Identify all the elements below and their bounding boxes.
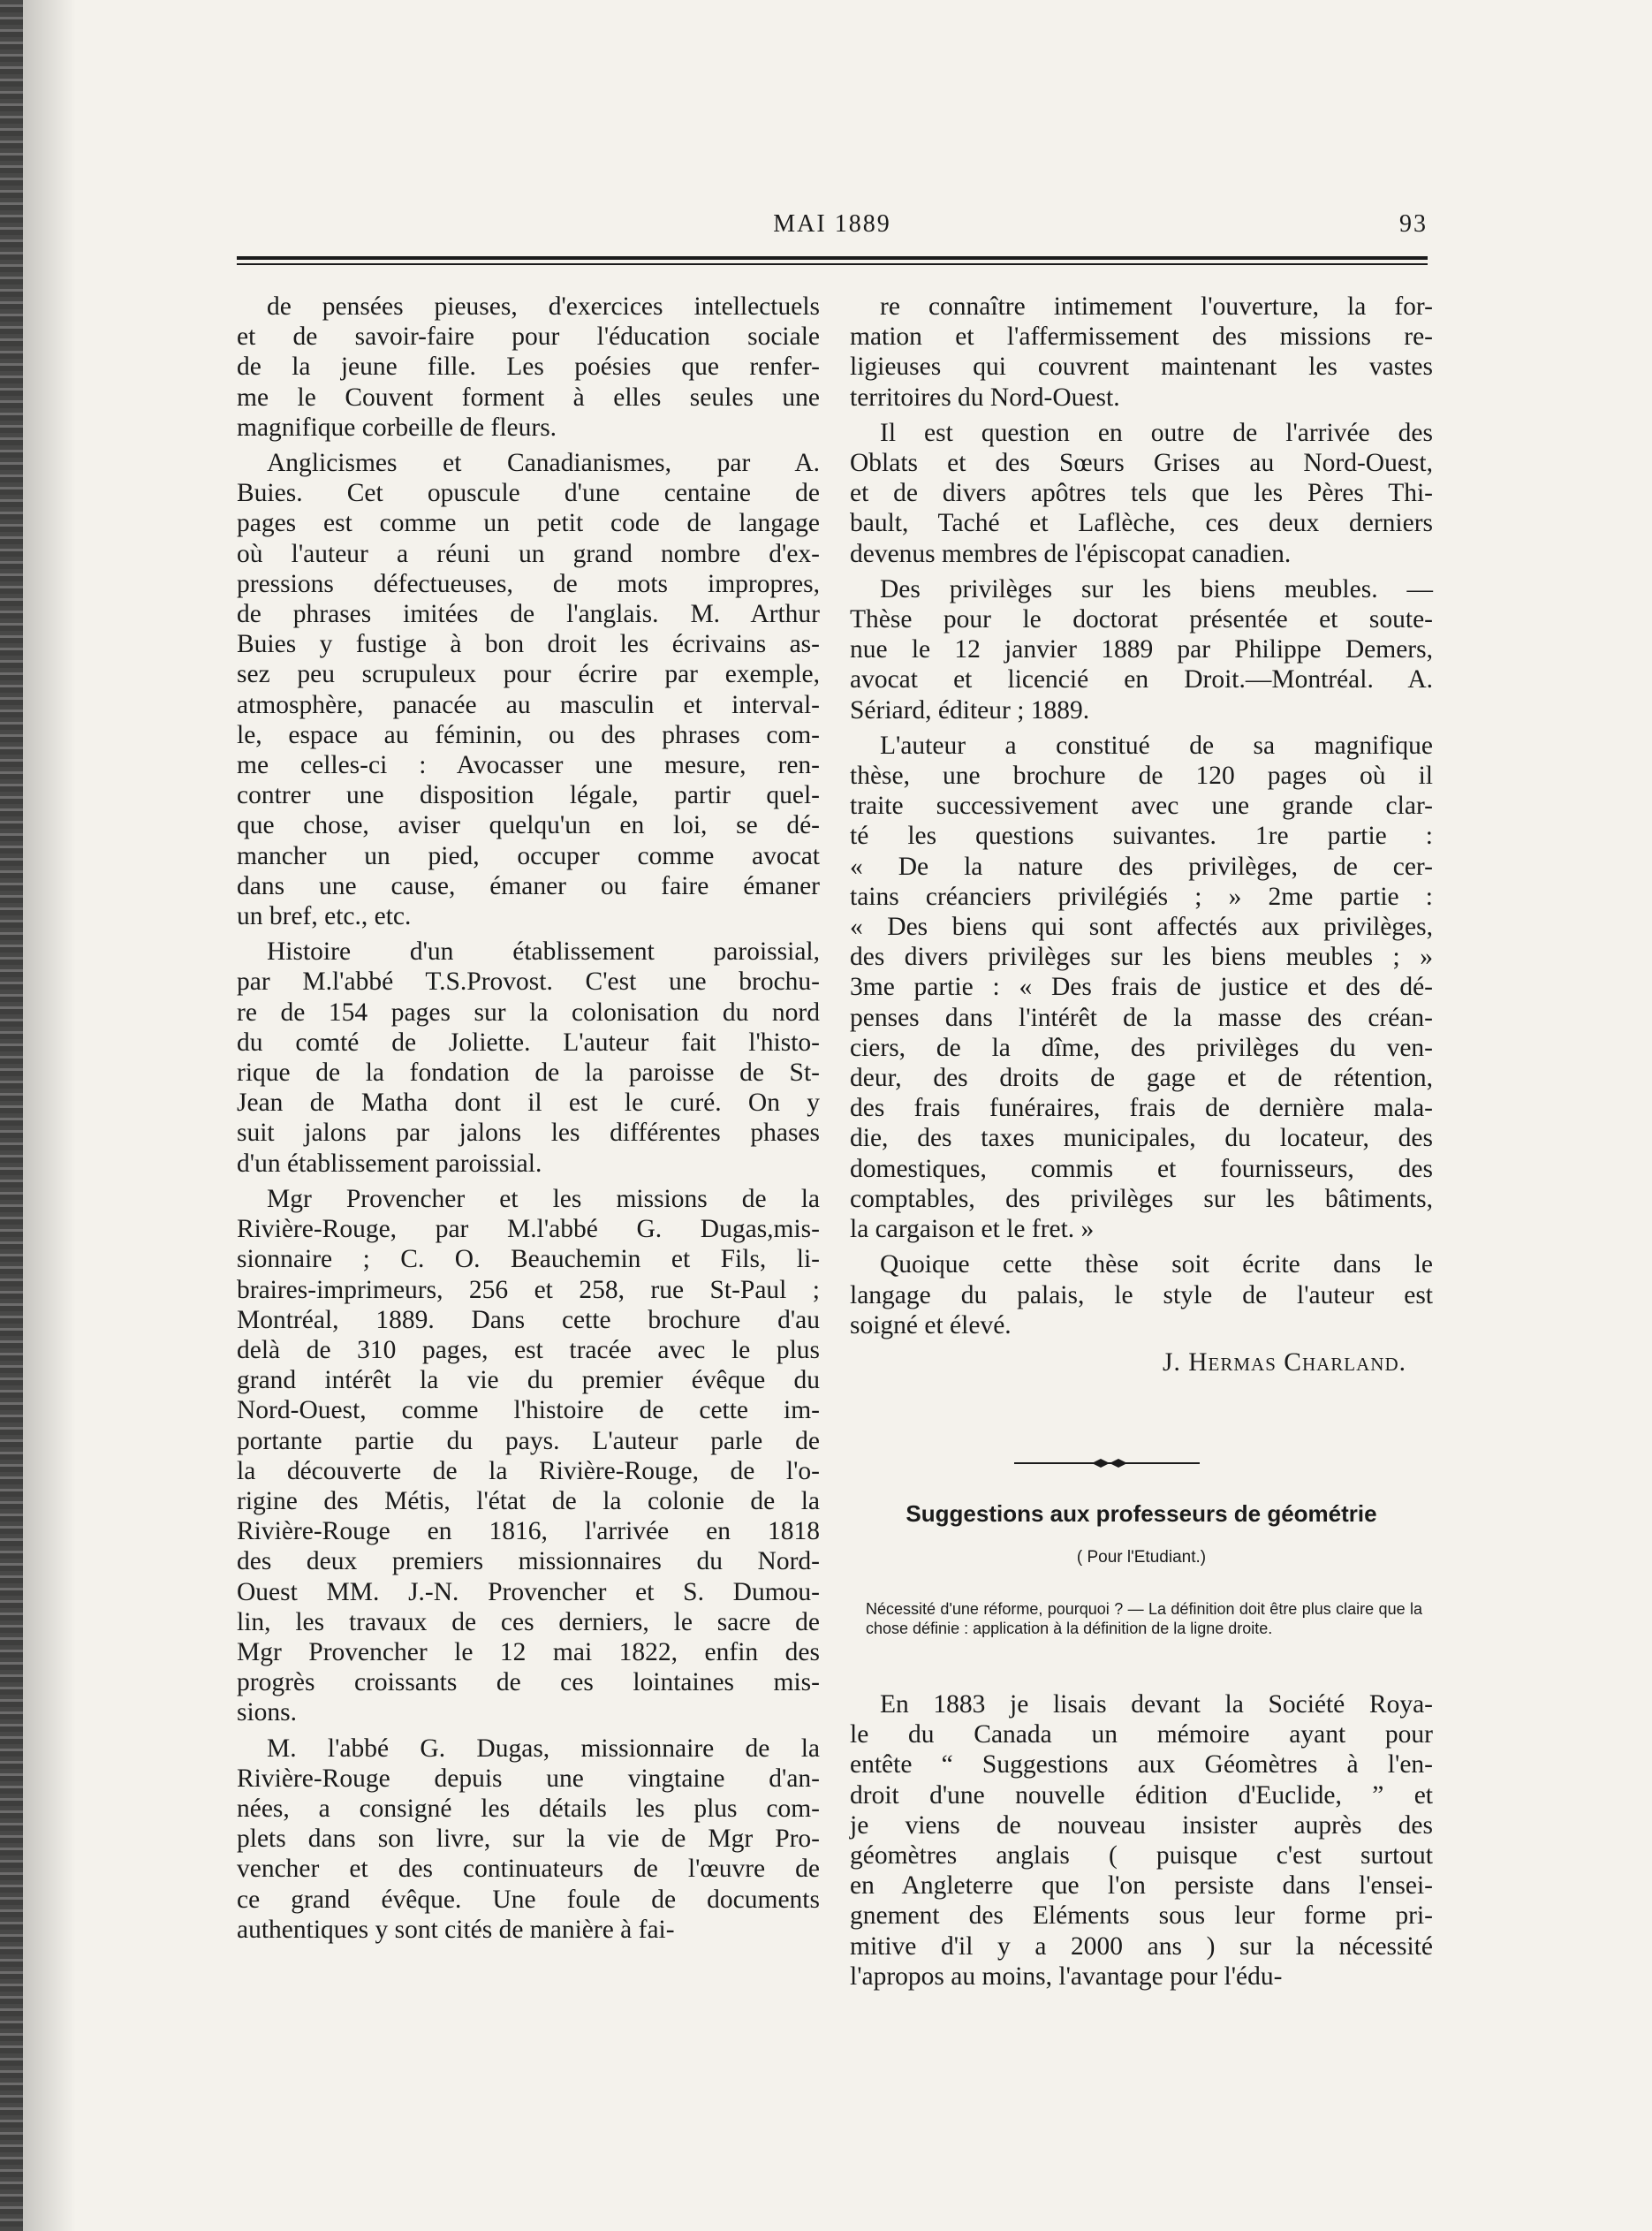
text-line: me le Couvent forment à elles seules une (237, 383, 820, 412)
book-binding-edge (0, 0, 23, 2231)
text-line: Anglicismes et Canadianismes, par A. (267, 449, 820, 478)
text-line: un bref, etc., etc. (237, 902, 412, 931)
text-line: authentiques y sont cités de manière à fai- (237, 1915, 675, 1944)
text-line: comptables, des privilèges sur les bâtiments, (850, 1184, 1433, 1213)
text-line: traite successivement avec une grande clar- (850, 792, 1433, 821)
section-body (850, 1689, 1433, 1997)
text-line: lin, les travaux de ces derniers, le sacre de (237, 1607, 820, 1636)
text-line: nue le 12 janvier 1889 par Philippe Demers, (850, 635, 1433, 664)
text-line: entête “ Suggestions aux Géomètres à l'en- (850, 1750, 1433, 1779)
text-line: mitive d'il y a 2000 ans ) sur la nécessité (850, 1931, 1433, 1961)
text-line: plets dans son livre, sur la vie de Mgr Pro- (237, 1825, 820, 1854)
text-line: rique de la fondation de la paroisse de St- (237, 1059, 820, 1088)
author-signature: J. Hermas Charland. (1163, 1347, 1406, 1377)
text-line: mation et l'affermissement des missions re- (850, 323, 1433, 352)
text-line: tains créanciers privilégiés ; » 2me partie : (850, 882, 1433, 911)
text-line: domestiques, commis et fournisseurs, des (850, 1154, 1433, 1183)
text-line: de la jeune fille. Les poésies que renfer- (237, 353, 820, 382)
text-line: Il est question en outre de l'arrivée des (880, 418, 1433, 447)
text-line: delà de 310 pages, est tracée avec le plus (237, 1335, 820, 1364)
text-line: sionnaire ; C. O. Beauchemin et Fils, li- (237, 1245, 820, 1274)
text-line: Thèse pour le doctorat présentée et soute- (850, 605, 1433, 634)
text-line: la cargaison et le fret. » (850, 1215, 1095, 1244)
ornament-divider (1014, 1456, 1200, 1470)
paragraph (850, 574, 1433, 725)
text-line: Rivière-Rouge depuis une vingtaine d'an- (237, 1764, 820, 1793)
text-line: progrès croissants de ces lointaines mis- (237, 1668, 820, 1697)
text-line: Rivière-Rouge en 1816, l'arrivée en 1818 (237, 1517, 820, 1546)
text-line: Nord-Ouest, comme l'histoire de cette im- (237, 1396, 820, 1425)
text-line: re connaître intimement l'ouverture, la for- (880, 292, 1433, 321)
text-line: territoires du Nord-Ouest. (850, 383, 1120, 412)
text-line: contrer une disposition légale, partir quel- (237, 781, 820, 810)
section-subtitle: ( Pour l'Etudiant.) (1076, 1548, 1207, 1567)
text-line: où l'auteur a réuni un grand nombre d'ex- (237, 539, 820, 568)
text-line: soigné et élevé. (850, 1310, 1012, 1339)
text-line: le, espace au féminin, ou des phrases com- (237, 720, 820, 749)
text-line: ligieuses qui couvrent maintenant les vastes (850, 353, 1433, 382)
text-line: langage du palais, le style de l'auteur est (850, 1280, 1433, 1309)
text-line: Buies. Cet opuscule d'une centaine de (237, 479, 820, 508)
text-line: pressions défectueuses, de mots impropres, (237, 569, 820, 598)
text-line: rigine des Métis, l'état de la colonie de la (237, 1486, 820, 1515)
text-line: géomètres anglais ( puisque c'est surtout (850, 1841, 1433, 1871)
text-line: Des privilèges sur les biens meubles. — (880, 574, 1433, 603)
text-line: des deux premiers missionnaires du Nord- (237, 1547, 820, 1576)
text-line: M. l'abbé G. Dugas, missionnaire de la (267, 1734, 820, 1763)
text-line: ciers, de la dîme, des privilèges du ven- (850, 1033, 1433, 1062)
text-line: dans une cause, émaner ou faire émaner (237, 871, 820, 900)
text-line: Mgr Provencher le 12 mai 1822, enfin des (237, 1637, 820, 1666)
text-line: L'auteur a constitué de sa magnifique (880, 731, 1433, 760)
text-line: vencher et des continuateurs de l'œuvre de (237, 1855, 820, 1884)
text-line: Histoire d'un établissement paroissial, (267, 937, 820, 967)
running-header (237, 210, 1428, 246)
paragraph (237, 292, 820, 443)
header-rule-thick (237, 256, 1428, 260)
text-line: Quoique cette thèse soit écrite dans le (880, 1250, 1433, 1279)
text-line: je viens de nouveau insister auprès des (850, 1810, 1433, 1840)
text-line: magnifique corbeille de fleurs. (237, 413, 557, 442)
paragraph (850, 292, 1433, 413)
text-line: pages est comme un petit code de langage (237, 509, 820, 538)
header-rule-thin (237, 263, 1428, 265)
text-line: deur, des droits de gage et de rétention, (850, 1064, 1433, 1093)
text-line: Oblats et des Sœurs Grises au Nord-Ouest, (850, 449, 1433, 478)
header-date: MAI 1889 (773, 210, 891, 238)
text-line: penses dans l'intérêt de la masse des créan- (850, 1003, 1433, 1032)
text-line: la découverte de la Rivière-Rouge, de l'o- (237, 1456, 820, 1485)
text-line: braires-imprimeurs, 256 et 258, rue St-Paul ; (237, 1275, 820, 1304)
text-line: té les questions suivantes. 1re partie : (850, 822, 1433, 851)
text-line: thèse, une brochure de 120 pages où il (850, 762, 1433, 791)
text-line: Rivière-Rouge, par M.l'abbé G. Dugas,mis- (237, 1215, 820, 1244)
text-line: l'apropos au moins, l'avantage pour l'édu- (850, 1962, 1283, 1991)
paragraph (850, 1249, 1433, 1340)
text-line: gnement des Eléments sous leur forme pri- (850, 1901, 1433, 1931)
text-line: « Des biens qui sont affectés aux privilèges, (850, 913, 1433, 942)
paragraph (237, 1184, 820, 1728)
text-line: Mgr Provencher et les missions de la (267, 1184, 820, 1213)
binding-shadow (23, 0, 76, 2231)
text-line: mancher un pied, occuper comme avocat (237, 841, 820, 870)
text-line: atmosphère, panacée au masculin et interval- (237, 690, 820, 719)
section-title: Suggestions aux professeurs de géométrie (906, 1500, 1377, 1527)
paragraph (850, 1689, 1433, 1992)
text-line: sions. (237, 1698, 298, 1727)
text-line: Montréal, 1889. Dans cette brochure d'au (237, 1305, 820, 1334)
paragraph (237, 937, 820, 1179)
paragraph (237, 1734, 820, 1945)
text-line: sez peu scrupuleux pour écrire par exemple, (237, 660, 820, 689)
right-column (850, 292, 1433, 1377)
paragraph (850, 731, 1433, 1244)
section-summary: Nécessité d'une réforme, pourquoi ? — La définition doit être plus claire que la chose définie : application à la définition de la ligne droite. (866, 1600, 1422, 1637)
paragraph (850, 418, 1433, 569)
text-line: du comté de Joliette. L'auteur fait l'histo- (237, 1028, 820, 1057)
text-line: devenus membres de l'épiscopat canadien. (850, 539, 1292, 568)
text-line: grand intérêt la vie du premier évêque du (237, 1366, 820, 1395)
page-number: 93 (1399, 210, 1428, 238)
text-line: portante partie du pays. L'auteur parle de (237, 1426, 820, 1455)
text-line: die, des taxes municipales, du locateur, des (850, 1124, 1433, 1153)
text-line: Jean de Matha dont il est le curé. On y (237, 1089, 820, 1118)
text-line: par M.l'abbé T.S.Provost. C'est une brochu- (237, 968, 820, 997)
text-line: avocat et licencié en Droit.—Montréal. A. (850, 665, 1433, 694)
text-line: droit d'une nouvelle édition d'Euclide, ” et (850, 1780, 1433, 1810)
text-line: « De la nature des privilèges, de cer- (850, 852, 1433, 881)
text-line: en Angleterre que l'on persiste dans l'ensei- (850, 1871, 1433, 1901)
text-line: ce grand évêque. Une foule de documents (237, 1885, 820, 1914)
text-line: d'un établissement paroissial. (237, 1149, 542, 1178)
text-line: et de divers apôtres tels que les Pères Thi- (850, 479, 1433, 508)
text-line: de pensées pieuses, d'exercices intellectuels (267, 292, 820, 321)
text-line: re de 154 pages sur la colonisation du nord (237, 998, 820, 1027)
text-line: des divers privilèges sur les biens meubles ; » (850, 943, 1433, 972)
text-line: nées, a consigné les détails les plus com- (237, 1794, 820, 1823)
text-line: et de savoir-faire pour l'éducation sociale (237, 323, 820, 352)
text-line: des frais funéraires, frais de dernière mala- (850, 1094, 1433, 1123)
text-line: me celles-ci : Avocasser une mesure, ren- (237, 751, 820, 780)
text-line: En 1883 je lisais devant la Société Roya- (880, 1690, 1433, 1719)
left-column (237, 292, 820, 1950)
text-line: que chose, aviser quelqu'un en loi, se dé- (237, 811, 820, 840)
text-line: le du Canada un mémoire ayant pour (850, 1720, 1433, 1749)
text-line: suit jalons par jalons les différentes phases (237, 1119, 820, 1148)
paragraph (237, 448, 820, 931)
text-line: 3me partie : « Des frais de justice et des dé- (850, 973, 1433, 1002)
text-line: Buies y fustige à bon droit les écrivains as- (237, 630, 820, 659)
text-line: de phrases imitées de l'anglais. M. Arthur (237, 600, 820, 629)
text-line: bault, Taché et Laflèche, ces deux derniers (850, 509, 1433, 538)
text-line: Ouest MM. J.-N. Provencher et S. Dumou- (237, 1577, 820, 1606)
text-line: Sériard, éditeur ; 1889. (850, 695, 1090, 725)
